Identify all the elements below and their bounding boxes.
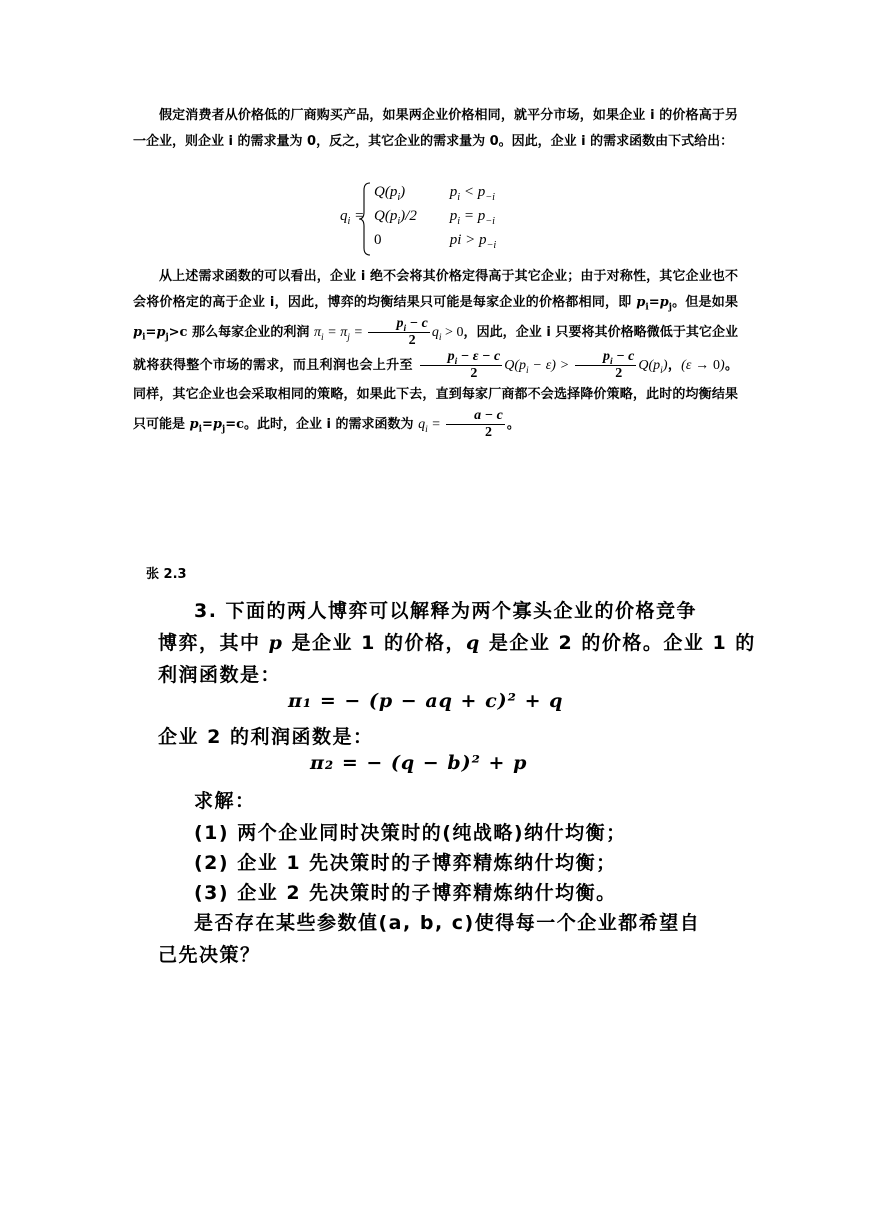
profit-function-2: π₂ = − (q − b)² + p bbox=[310, 752, 528, 774]
formula-lhs: $q_i$ = bbox=[340, 208, 365, 227]
current-profit-fraction: $\frac{p_i - c}{2}$ bbox=[575, 349, 636, 382]
piecewise-row-1: $Q(p_i) p_i < p_{-i}$ bbox=[374, 184, 495, 203]
problem-line-5: 求解： bbox=[194, 790, 256, 812]
problem-line-7: 己先决策？ bbox=[158, 944, 261, 966]
problem-line-3: 利润函数是： bbox=[158, 664, 282, 686]
piecewise-rows bbox=[374, 180, 496, 252]
problem-line-6: 是否存在某些参数值(a, b, c)使得每一个企业都希望自 bbox=[194, 912, 701, 934]
piecewise-row-2: $Q(p_i)/2$ $p_i = p_{-i}$ bbox=[374, 208, 495, 227]
undercut-profit-fraction: $\frac{p_i - \varepsilon - c}{2}$ bbox=[420, 349, 503, 382]
document-body bbox=[133, 103, 738, 155]
demand-piecewise-formula bbox=[340, 180, 540, 258]
demand-fraction: $\frac{a - c}{2}$ bbox=[446, 408, 505, 441]
problem-line-2: 博弈，其中 p 是企业 1 的价格，q 是企业 2 的价格。企业 1 的 bbox=[158, 632, 756, 654]
piecewise-row-3: 0 pi > $p_{-i}$ bbox=[374, 232, 497, 251]
problem-item-1: (1) 两个企业同时决策时的(纯战略)纳什均衡； bbox=[194, 822, 627, 844]
problem-line-1: 3. 下面的两人博弈可以解释为两个寡头企业的价格竞争 bbox=[194, 600, 698, 622]
paragraph-demand-assumption: 假定消费者从价格低的厂商购买产品，如果两企业价格相同，就平分市场，如果企业 i 的价格高于另一企业，则企业 i 的需求量为 0，反之，其它企业的需求量为 0。因此，企业 i 的需求函数由下式给出： bbox=[133, 108, 738, 149]
problem-item-2: (2) 企业 1 先决策时的子博弈精炼纳什均衡； bbox=[194, 852, 617, 874]
section-label: 张 2.3 bbox=[146, 567, 187, 582]
profit-fraction: $\frac{p_i - c}{2}$ bbox=[368, 316, 429, 349]
scanned-problem-image bbox=[150, 590, 756, 970]
left-brace bbox=[358, 182, 372, 256]
problem-line-4: 企业 2 的利润函数是： bbox=[158, 726, 374, 748]
paragraph-equilibrium: 从上述需求函数的可以看出，企业 i 绝不会将其价格定得高于其它企业；由于对称性，其它企业也不会将价格定的高于企业 i，因此，博弈的均衡结果只可能是每家企业的价格都相同，即 $p_i=p_j$。但是如果 $p_i=p_j>c$ 那么每家企业的利润 $\pi_i = \pi_j$ = $\frac{p_i - c}{2}$ $q_i > 0$，因此，企业 i 只要将其价格略微低于其它企业就将获得整个市场的需求，而且利润也会上升至 $\frac{p_i - \varepsilon - c}{2}$ $Q(p_i - \varepsilon)$ > $\frac{p_i - c}{2}$ $Q(p_i)$，(ε → 0)。同样，其它企业也会采取相同的策略，如果此下去，直到每家厂商都不会选择降价策略，此时的均衡结果只可能是 $p_i=p_j=c$。此时，企业 i 的需求函数为 $q_i$ = $\frac{a - c}{2}$ 。 bbox=[133, 269, 738, 440]
problem-item-3: (3) 企业 2 先决策时的子博弈精炼纳什均衡。 bbox=[194, 882, 617, 904]
paragraph-equilibrium-block bbox=[133, 264, 738, 441]
profit-function-1: π₁ = − (p − aq + c)² + q bbox=[288, 690, 564, 712]
